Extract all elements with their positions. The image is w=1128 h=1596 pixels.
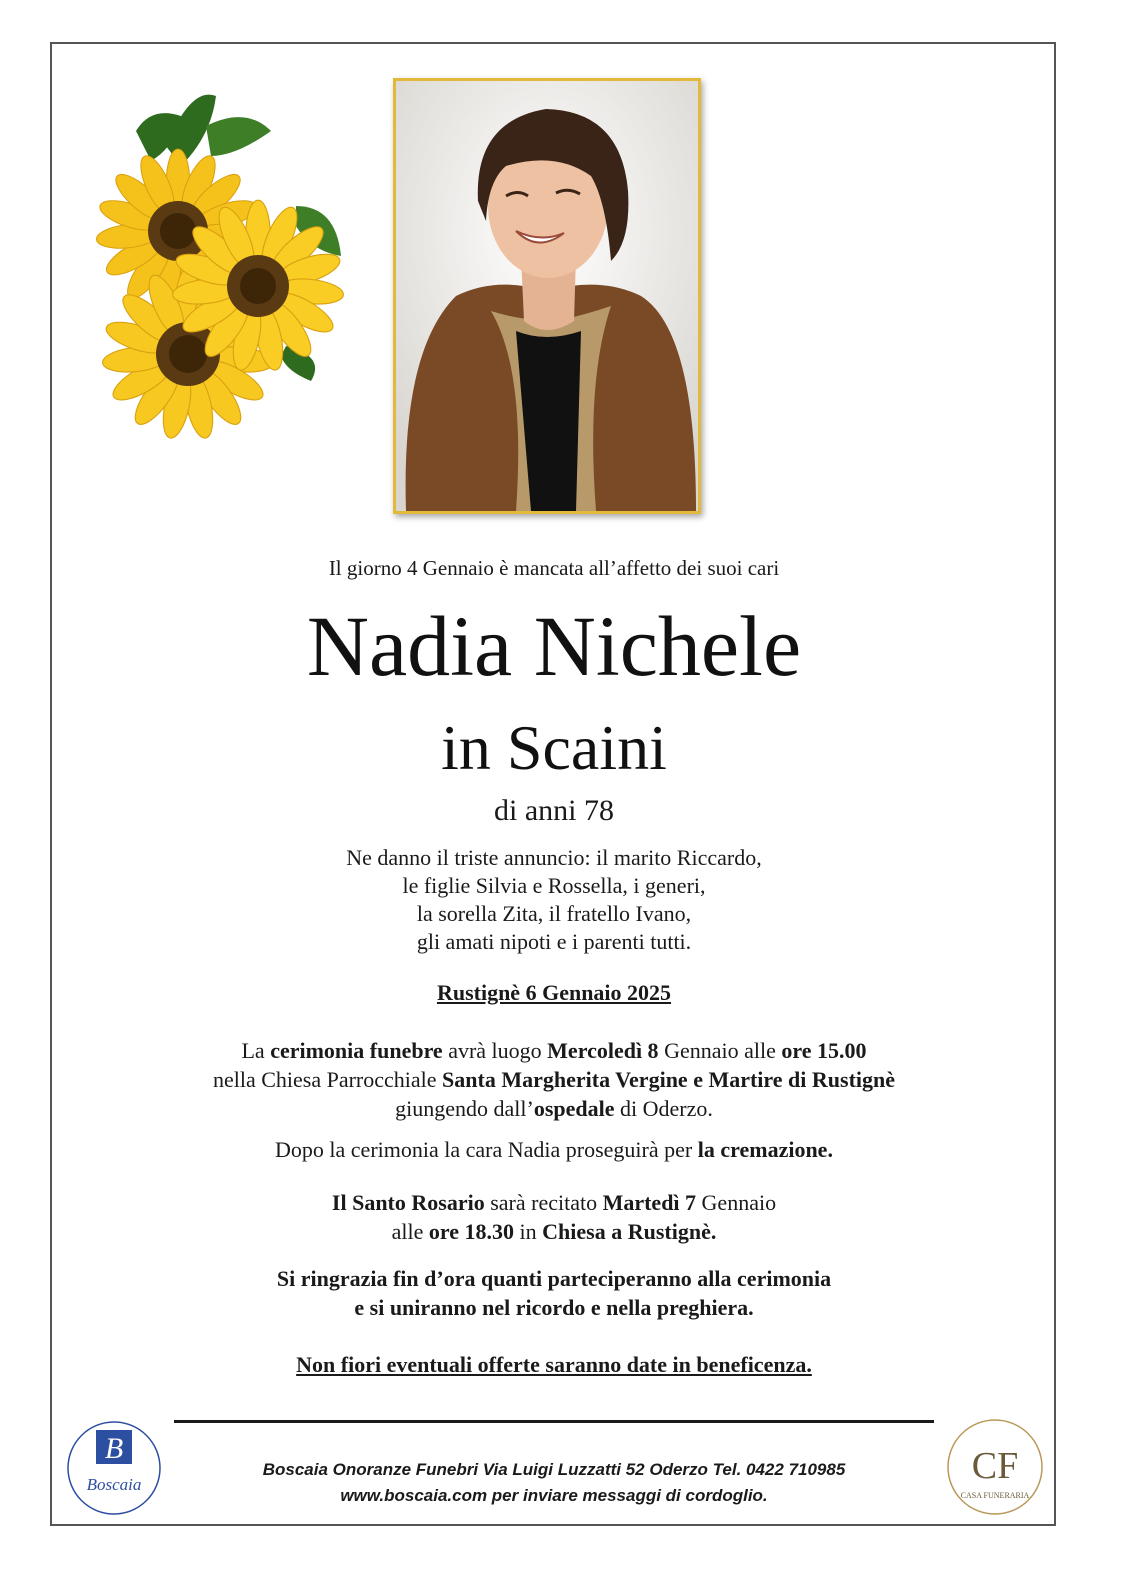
announcement-line: Ne danno il triste annuncio: il marito Riccardo, — [346, 845, 762, 870]
boscaia-logo — [66, 1420, 162, 1516]
thanks-line: e si uniranno nel ricordo e nella preghiera. — [354, 1295, 754, 1320]
ceremony-line-3 — [60, 1094, 1048, 1123]
casa-funeraria-text: CASA FUNERARIA — [960, 1491, 1030, 1500]
text-segment: ore 18.30 — [428, 1219, 515, 1244]
place-date: Rustignè 6 Gennaio 2025 — [436, 980, 672, 1005]
married-name: in Scaini — [441, 712, 667, 783]
footer-website: www.boscaia.com per inviare messaggi di cordoglio. — [340, 1486, 768, 1505]
text-segment: giungendo dall’ — [395, 1096, 534, 1121]
boscaia-logo-text: Boscaia — [86, 1475, 142, 1494]
text-segment: Mercoledì 8 — [547, 1038, 659, 1063]
sunflowers-image — [96, 86, 346, 471]
text-segment: ore 15.00 — [781, 1038, 867, 1063]
portrait-photo — [393, 78, 701, 514]
ceremony-line-2 — [60, 1065, 1048, 1094]
text-segment: La — [241, 1038, 271, 1063]
text-segment: cerimonia funebre — [270, 1038, 443, 1063]
footer-address: Boscaia Onoranze Funebri Via Luigi Luzzatti 52 Oderzo Tel. 0422 710985 — [262, 1460, 846, 1479]
text-segment: Dopo la cerimonia la cara Nadia proseguirà per — [275, 1137, 698, 1162]
text-segment: nella Chiesa Parrocchiale — [212, 1067, 443, 1092]
text-segment: alle — [391, 1219, 429, 1244]
text-segment: in — [514, 1219, 543, 1244]
text-segment: avrà luogo — [442, 1038, 548, 1063]
casa-funeraria-logo — [946, 1418, 1044, 1516]
deceased-name: Nadia Nichele — [306, 598, 802, 694]
boscaia-logo-letter: B — [104, 1432, 124, 1465]
text-segment: Martedì 7 — [602, 1190, 697, 1215]
announcement-line: la sorella Zita, il fratello Ivano, — [416, 901, 692, 926]
rosary-line-2 — [60, 1217, 1048, 1246]
text-segment: Il Santo Rosario — [331, 1190, 485, 1215]
ceremony-paragraph — [60, 1036, 1048, 1123]
thanks-line: Si ringrazia fin d’ora quanti parteciperanno alla cerimonia — [276, 1266, 832, 1291]
text-segment: Gennaio alle — [658, 1038, 782, 1063]
text-segment: Gennaio — [696, 1190, 777, 1215]
text-segment: la cremazione. — [697, 1137, 833, 1162]
announcement-line: le figlie Silvia e Rossella, i generi, — [402, 873, 706, 898]
text-segment: sarà recitato — [484, 1190, 603, 1215]
text-segment: Santa Margherita Vergine e Martire di Rustignè — [442, 1067, 896, 1092]
announcement-line: gli amati nipoti e i parenti tutti. — [416, 929, 692, 954]
casa-funeraria-mark: CF — [971, 1445, 1019, 1487]
footer-divider — [174, 1420, 934, 1423]
announcement-block — [60, 844, 1048, 956]
cremation-paragraph — [60, 1135, 1048, 1164]
rosary-paragraph — [60, 1188, 1048, 1246]
ceremony-line-1 — [60, 1036, 1048, 1065]
no-flowers-note: Non fiori eventuali offerte saranno date in beneficenza. — [296, 1352, 812, 1377]
rosary-line-1 — [60, 1188, 1048, 1217]
intro-text: Il giorno 4 Gennaio è mancata all’affetto dei suoi cari — [328, 556, 780, 580]
thanks-paragraph — [60, 1264, 1048, 1322]
text-segment: ospedale — [533, 1096, 615, 1121]
age-text: di anni 78 — [494, 794, 614, 827]
text-segment: Chiesa a Rustignè. — [542, 1219, 717, 1244]
text-segment: di Oderzo. — [614, 1096, 713, 1121]
